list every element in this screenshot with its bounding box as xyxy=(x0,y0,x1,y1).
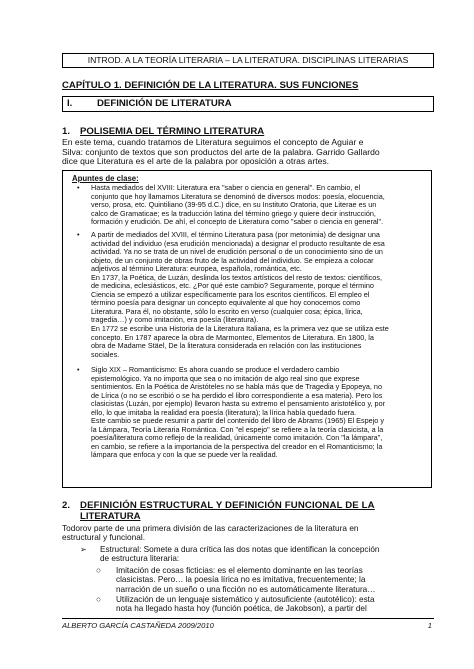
page-footer xyxy=(62,618,434,630)
bullet-line: sentimientos. En la Poética de Aristóteles no se habla más que de Tragedia y Epopeya, no xyxy=(91,383,382,392)
bullet-line: Literatura. Para él, no obstante, sólo lo escrito en verso (cualquier cosa; épica, lírica, xyxy=(91,307,363,316)
bullet-line: En 1737, la Poética, de Luzán, deslinda los textos artísticos del resto de textos: científicos, xyxy=(91,273,382,282)
arrow-bullet-icon: ➢ xyxy=(80,545,87,554)
bullet-line: adjetivos al término Literatura: europea, española, romántica, etc. xyxy=(91,265,302,274)
page-number: 1 xyxy=(427,621,432,630)
heading-number: 2. xyxy=(62,500,71,511)
heading-text-cont: LITERATURA xyxy=(80,511,141,522)
paragraph-line: Todorov parte de una primera división de las caracterizaciones de la literatura en xyxy=(62,524,359,533)
list-line: de estructura literaria: xyxy=(100,554,180,564)
bullet-line: término poesía para designar un concepto equivalente al que hoy conocemos como xyxy=(91,299,361,308)
bullet-line: epistemológico. Ya no importa que sea o no imitación de algo real sino que exprese xyxy=(91,374,360,383)
circle-bullet-icon: ○ xyxy=(96,566,101,575)
list-line: narración de un sueño o una ficción no es automáticamente literatura… xyxy=(116,584,376,594)
bullet-line: actividad. Ya no se trata de un nivel de erudición personal o de un conocimiento sino de un xyxy=(91,248,383,257)
list-line: clasicistas. Pero… la poesía lírica no es imitativa, frecuentemente; la xyxy=(116,575,366,585)
bullet-line: obra de Madame Stäel, De la literatura considerada en relación con las instituciones xyxy=(91,342,362,351)
bullet-line: Este cambio se puede resumir a partir del contenido del libro de Abrams (1965) El Espejo y xyxy=(91,417,384,426)
bullet-line: ello, lo que imitaba la realidad era poesía (literatura); la lírica había quedado fuera. xyxy=(91,408,357,417)
bullet-line: Hasta mediados del XVIII: Literatura era "saber o ciencia en general". En cambio, el xyxy=(91,184,361,192)
intro-paragraph xyxy=(62,138,434,167)
bullet-line: objeto, de un conjunto de obras fruto de la actividad del individuo. Se empieza a colocar xyxy=(91,256,374,265)
bullet-line: conjunto que hoy llamamos Literatura se denominó de diversos modos: poesía, elocuencia, xyxy=(91,192,385,201)
list-line: Imitación de cosas ficticias: es el elemento dominante en las teorías xyxy=(116,566,363,575)
class-notes-box xyxy=(62,170,432,488)
section-number: I. xyxy=(67,98,73,109)
bullet-line: en cambio, se refiere a la importancia de la perspectiva del creador en el Romanticismo; la xyxy=(91,442,383,451)
bullet-line: clasicistas (Luzán, por ejemplo) llevaron hasta su extremo el pensamiento aristotélico y, por xyxy=(91,400,386,409)
chapter-title: CAPÍTULO 1. DEFINICIÓN DE LA LITERATURA. SUS FUNCIONES xyxy=(62,80,359,91)
bullet-line: la Lámpara, Teoría Literaria Romántica. Con "el espejo" se refiere a la teoría clasicista, a la xyxy=(91,425,384,434)
bullet-line: Siglo XIX – Romanticismo: Es ahora cuando se produce el verdadero cambio xyxy=(91,366,340,374)
bullet-marker: • xyxy=(77,230,80,239)
bullet-line: actividad del individuo (esa erudición mencionada) a designar el producto resultante de esa xyxy=(91,239,385,248)
bullet-line: A partir de mediados del XVIII, el término Literatura pasa (por metonimia) de designar una xyxy=(91,231,380,239)
estructural-paragraph xyxy=(62,524,434,543)
section-heading xyxy=(62,96,434,112)
paragraph-line: estructural y funcional. xyxy=(62,533,146,543)
section-title: DEFINICIÓN DE LITERATURA xyxy=(97,98,232,109)
circle-bullet-icon: ○ xyxy=(96,595,101,604)
bullet-line: En 1772 se escribe una Historia de la Literatura Italiana, es la primera vez que se utiliza este xyxy=(91,325,389,334)
bullet-marker: • xyxy=(77,365,80,374)
heading-text: DEFINICIÓN ESTRUCTURAL Y DEFINICIÓN FUNCIONAL DE LA xyxy=(80,500,375,511)
bullet-line: poesía/literatura como reflejo de la realidad, únicamente como imitación. Con "la lámpara", xyxy=(91,434,383,443)
bullet-line: verso, prosa, etc. Quintiliano (39-95 d.C.) dice, en su Instituto Oratoria, que Literae es un xyxy=(91,201,377,210)
heading-polisemia xyxy=(62,126,434,137)
bullet-line: lámpara que enfoca y con la que se puede ver la realidad. xyxy=(91,451,278,460)
class-notes-title: Apuntes de clase: xyxy=(72,174,139,183)
bullet-line: de Lírica (o no se escribió o se ha perdido el libro correspondiente a esa materia). Pero los xyxy=(91,391,383,400)
running-header: INTROD. A LA TEORÍA LITERARIA – LA LITERATURA. DISCIPLINAS LITERARIAS xyxy=(62,53,434,68)
heading-estructural xyxy=(62,500,434,522)
bullet-line: de medicina, eclesiásticos, etc. ¿Por qué este cambio? Seguramente, porque el término xyxy=(91,282,374,291)
bullet-line: sociales. xyxy=(91,350,120,359)
heading-number: 1. xyxy=(62,126,71,137)
list-line: nota ha llegado hasta hoy (función poética, de Jakobson), a partir del xyxy=(116,604,367,614)
intro-line: Silva: conjunto de textos que son productos del arte de la palabra. Garrido Gallardo xyxy=(62,147,380,157)
heading-text: POLISEMIA DEL TÉRMINO LITERATURA xyxy=(80,126,265,137)
bullet-line: Ciencia se empezó a utilizar específicamente para los escritos científicos. El empleo el xyxy=(91,290,370,299)
intro-line: dice que Literatura es el arte de la palabra por oposición a otras artes. xyxy=(62,157,330,167)
bullet-line: tragedia…) y como imitación, era poesía (literatura). xyxy=(91,316,259,325)
list-line: Estructural: Somete a dura crítica las dos notas que identifican la concepción xyxy=(100,545,380,554)
bullet-line: concepto. En 1787 aparece la obra de Marmontec, Elementos de Literatura. En 1800, la xyxy=(91,333,374,342)
intro-line: En este tema, cuando tratamos de Literatura seguimos el concepto de Aguiar e xyxy=(62,138,364,147)
bullet-line: calco de Gramaticae; es la traducción latina del término griego y quiere decir instrucción, xyxy=(91,209,376,218)
bullet-marker: • xyxy=(77,183,80,192)
bullet-line: formación y erudición. De ahí, el concepto de Literatura como "saber o ciencia en general". xyxy=(91,218,384,227)
list-line: Utilización de un lenguaje sistemático y autosuficiente (autotélico): esta xyxy=(116,595,375,604)
footer-author: ALBERTO GARCÍA CASTAÑEDA 2009/2010 xyxy=(62,621,214,630)
